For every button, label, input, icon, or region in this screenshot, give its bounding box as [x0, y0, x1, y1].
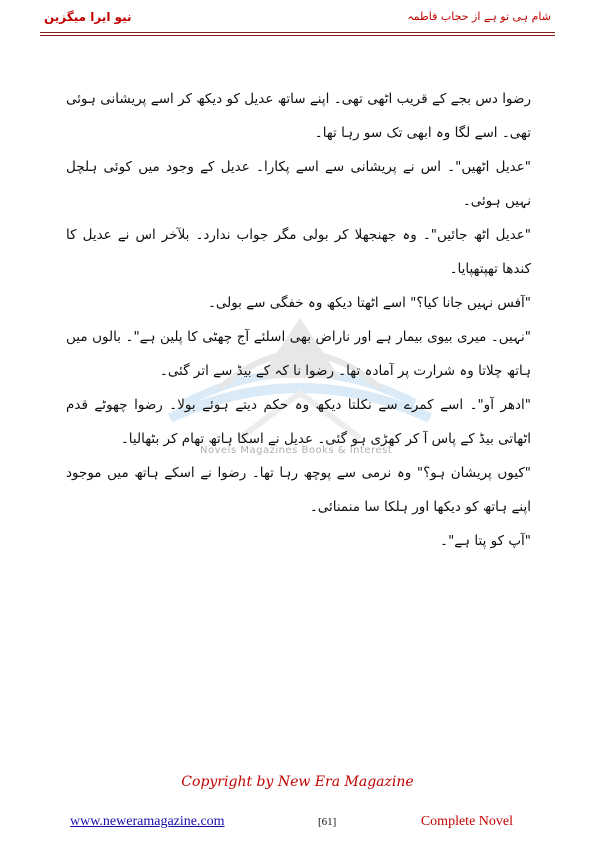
website-link[interactable]: www.neweramagazine.com [70, 814, 225, 829]
novel-label: Complete Novel [420, 814, 513, 829]
paragraph: "آپ کو پتا ہے"۔ [440, 533, 531, 549]
watermark-text: Novels Magazines Books & Interest [200, 445, 393, 456]
story-body [66, 82, 531, 558]
paragraph: "نہیں۔ میری بیوی بیمار ہے اور ناراض بھی اسلئے آج چھٹی کا پلین ہے"۔ بالوں میں ہاتھ چلاتا وہ شرارت پر آمادہ تھا۔ رضوا نا کہ کے بیڈ سے اتر گئی۔ [66, 329, 531, 379]
story-title: شام ہی تو ہے از حجاب فاطمہ [407, 10, 551, 23]
copyright-notice: Copyright by New Era Magazine [181, 774, 414, 790]
paragraph: رضوا دس بجے کے قریب اٹھی تھی۔ اپنے ساتھ عدیل کو دیکھ کر اسے پریشانی ہوئی تھی۔ اسے لگا وہ ابھی تک سو رہا تھا۔ [66, 91, 531, 141]
paragraph: "عدیل اٹھیں"۔ اس نے پریشانی سے اسے پکارا۔ عدیل کے وجود میں کوئی ہلچل نہیں ہوئی۔ [66, 159, 531, 209]
magazine-name: نیو ایرا میگزین [44, 10, 132, 24]
page-header [44, 10, 551, 30]
page-number: [61] [318, 816, 337, 828]
header-divider [40, 32, 555, 36]
paragraph: "ادھر آو"۔ اسے کمرے سے نکلتا دیکھ وہ حکم دیتے ہوئے بولا۔ رضوا چھوٹے قدم اٹھاتی بیڈ کے پاس آ کر کھڑی ہو گئی۔ عدیل نے اسکا ہاتھ تھام کر بٹھالیا۔ [66, 397, 531, 447]
paragraph: "آفس نہیں جانا کیا؟" اسے اٹھتا دیکھ وہ خفگی سے بولی۔ [207, 295, 531, 311]
paragraph: "کیوں پریشان ہو؟" وہ نرمی سے پوچھ رہا تھا۔ رضوا نے اسکے ہاتھ میں موجود اپنے ہاتھ کو دیکھا اور ہلکا سا منمنائی۔ [66, 465, 531, 515]
page-footer [70, 814, 513, 832]
paragraph: "عدیل اٹھ جائیں"۔ وہ جھنجھلا کر بولی مگر جواب ندارد۔ بلآخر اس نے عدیل کا کندھا تھپتھپایا۔ [66, 227, 531, 277]
